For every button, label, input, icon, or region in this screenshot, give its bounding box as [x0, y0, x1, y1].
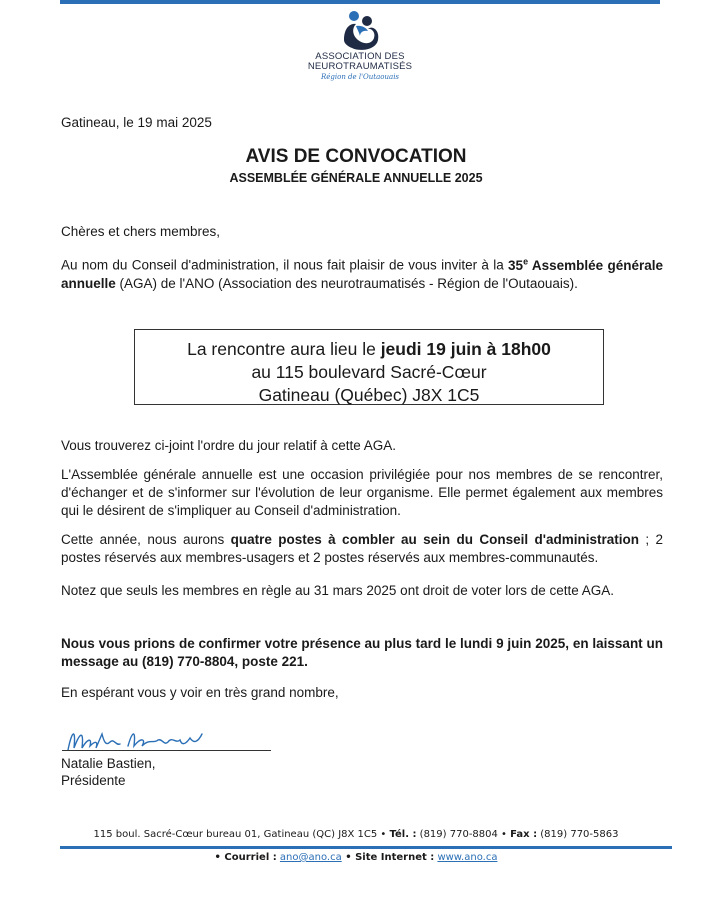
signer-name: Natalie Bastien, [61, 756, 156, 771]
meeting-datetime: jeudi 19 juin à 18h00 [380, 339, 551, 359]
top-accent-bar [60, 0, 660, 4]
intro-ordinal-sup: e [523, 256, 529, 266]
signature-line [62, 750, 271, 751]
footer-accent-bar [60, 846, 672, 849]
association-logo [300, 10, 420, 81]
agenda-paragraph: Vous trouverez ci-joint l'ordre du jour relatif à cette AGA. [61, 438, 396, 453]
posts-post: ; 2 postes réservés aux membres-usagers et 2 postes réservés aux membres-communautés. [61, 532, 663, 565]
assembly-paragraph: L'Assemblée générale annuelle est une occasion privilégiée pour nos membres de se rencontrer, d'échanger et de s'informer sur l'évolution de leur organisme. Elle permet également aux membres qui le désirent de s'impliquer au Conseil d'administration. [61, 467, 663, 518]
greeting: Chères et chers membres, [61, 224, 221, 239]
logo-line-3: Région de l'Outaouais [320, 73, 400, 81]
intro-part2: (AGA) de l'ANO (Association des neurotraumatisés - Région de l'Outaouais). [115, 275, 578, 291]
meeting-line-1 [135, 338, 603, 361]
footer-address: 115 boul. Sacré-Cœur bureau 01, Gatineau (QC) J8X 1C5 • [93, 829, 390, 840]
confirm-paragraph: Nous vous prions de confirmer votre présence au plus tard le lundi 9 juin 2025, en laissant un message au (819) 770-8804, poste 221. [61, 636, 663, 669]
logo-line-1: ASSOCIATION DES [315, 51, 405, 62]
footer-email-label: • Courriel : [214, 852, 277, 863]
footer-web-label: • Site Internet : [341, 852, 435, 863]
footer-website-link[interactable]: www.ano.ca [437, 852, 498, 863]
footer-tel: (819) 770-8804 • [416, 829, 511, 840]
meeting-line-3: Gatineau (Québec) J8X 1C5 [258, 385, 480, 405]
meeting-line-2: au 115 boulevard Sacré-Cœur [251, 362, 487, 382]
page-title: AVIS DE CONVOCATION [245, 146, 467, 167]
logo-line-2: NEUROTRAUMATISÉS [307, 61, 413, 72]
handwritten-signature [62, 724, 212, 756]
intro-paragraph [61, 252, 663, 293]
signer-role: Présidente [61, 773, 126, 788]
footer-email-link[interactable]: ano@ano.ca [279, 852, 342, 863]
posts-pre: Cette année, nous aurons [61, 532, 231, 547]
signer-block [61, 755, 156, 789]
closing-line: En espérant vous y voir en très grand nombre, [61, 685, 339, 700]
intro-ordinal: 35 [508, 257, 524, 273]
letter-date: Gatineau, le 19 mai 2025 [61, 115, 212, 130]
vote-paragraph: Notez que seuls les membres en règle au 31 mars 2025 ont droit de voter lors de cette AGA. [61, 583, 615, 598]
meeting-details-box [134, 329, 604, 405]
intro-part1: Au nom du Conseil d'administration, il nous fait plaisir de vous inviter à la [61, 257, 504, 273]
posts-paragraph [61, 531, 663, 567]
intro-bold: Assemblée générale annuelle [61, 257, 663, 291]
footer-tel-label: Tél. : [389, 829, 417, 840]
page-subtitle: ASSEMBLÉE GÉNÉRALE ANNUELLE 2025 [229, 171, 483, 185]
posts-bold: quatre postes à combler au sein du Conseil d'administration [230, 532, 639, 547]
people-logo-icon [338, 10, 382, 52]
footer-web-line [0, 852, 712, 863]
footer-fax-label: Fax : [510, 829, 538, 840]
footer-contact-line [0, 829, 712, 840]
meeting-line-1-text: La rencontre aura lieu le [187, 339, 381, 359]
footer-fax: (819) 770-5863 [537, 829, 619, 840]
